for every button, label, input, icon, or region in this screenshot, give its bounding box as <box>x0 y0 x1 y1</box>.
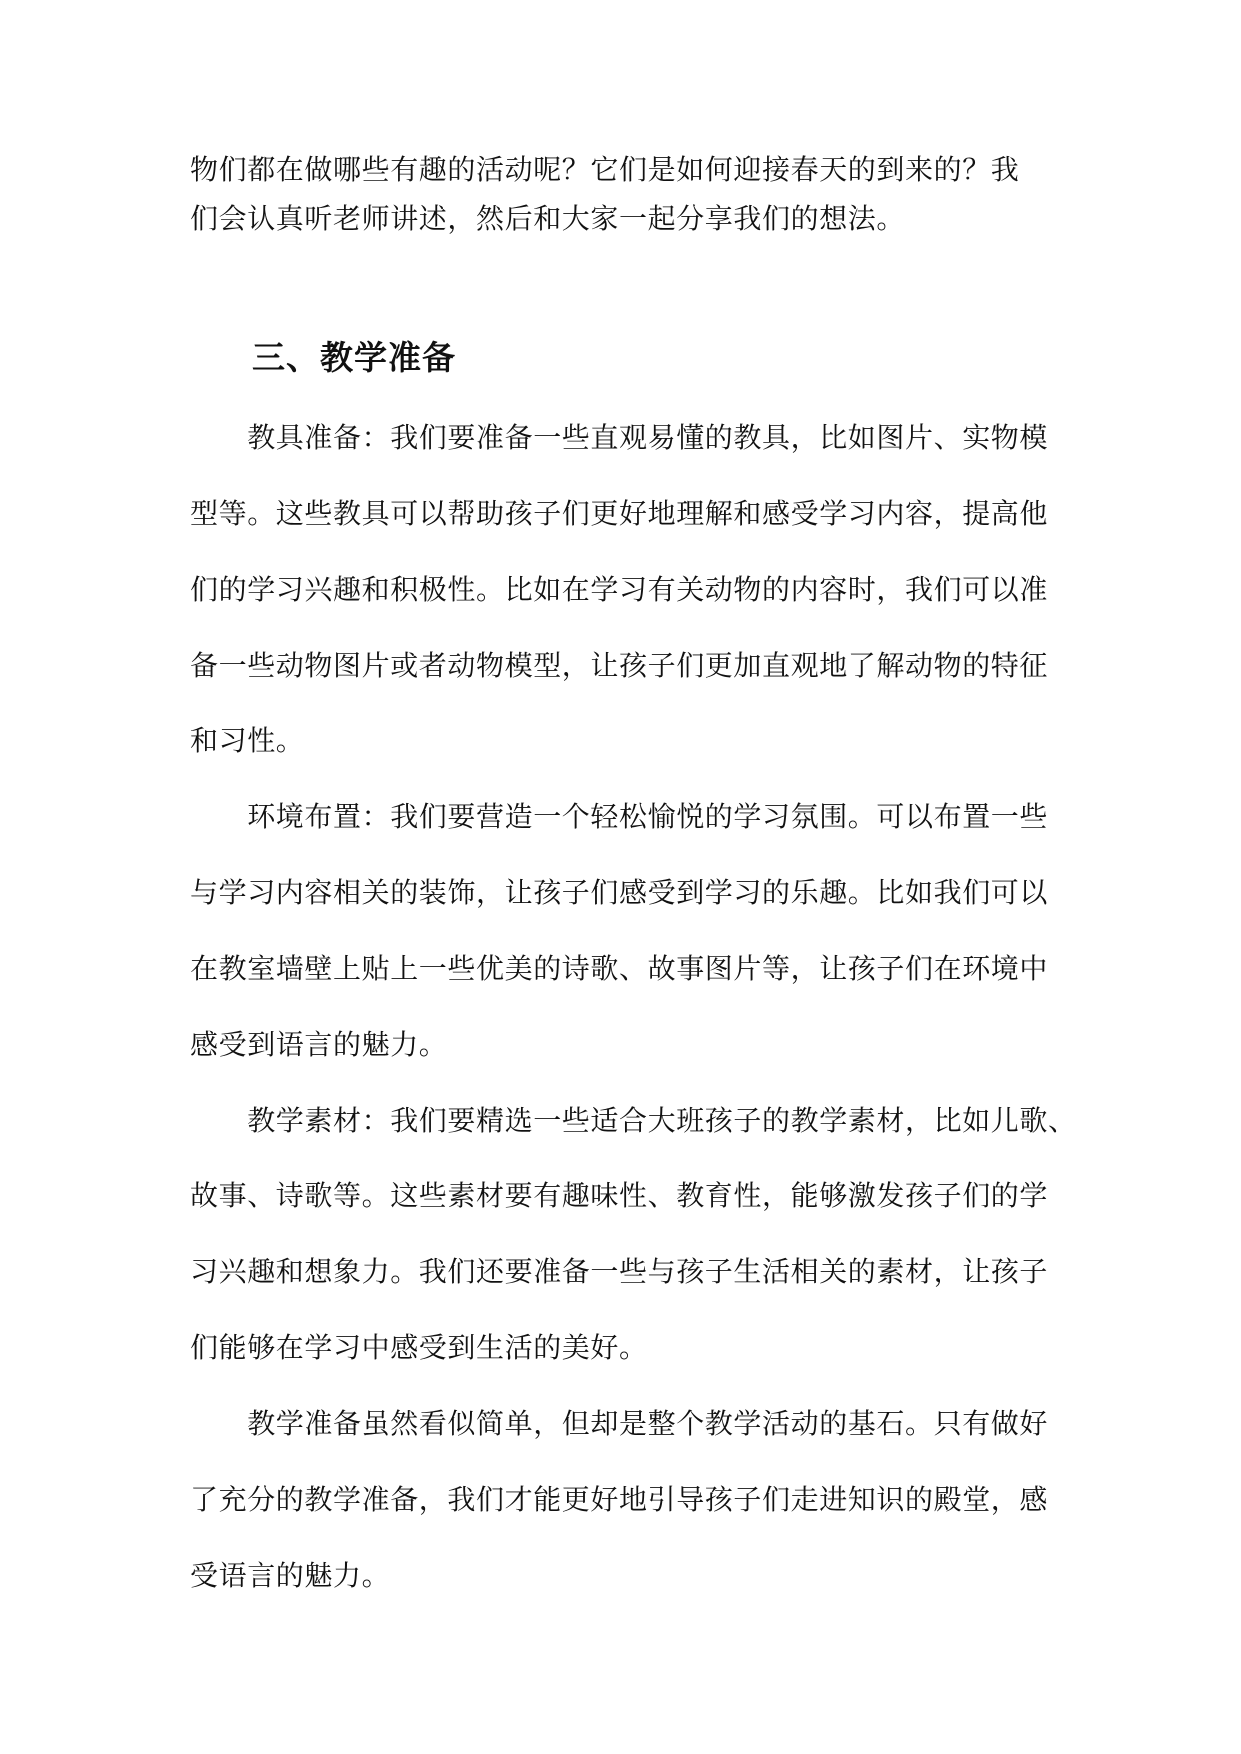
paragraph-line: 们能够在学习中感受到生活的美好。 <box>190 1331 648 1364</box>
paragraph-line: 们的学习兴趣和积极性。比如在学习有关动物的内容时，我们可以准 <box>190 573 1049 606</box>
intro-line: 们会认真听老师讲述，然后和大家一起分享我们的想法。 <box>190 202 906 235</box>
paragraph-line: 在教室墙壁上贴上一些优美的诗歌、故事图片等，让孩子们在环境中 <box>190 952 1049 985</box>
paragraph-line: 备一些动物图片或者动物模型，让孩子们更加直观地了解动物的特征 <box>190 649 1049 682</box>
paragraph-line: 教具准备：我们要准备一些直观易懂的教具，比如图片、实物模 <box>190 421 1049 454</box>
paragraph-line: 故事、诗歌等。这些素材要有趣味性、教育性，能够激发孩子们的学 <box>190 1179 1049 1212</box>
paragraph-line: 型等。这些教具可以帮助孩子们更好地理解和感受学习内容，提高他 <box>190 497 1049 530</box>
paragraph-line: 与学习内容相关的装饰，让孩子们感受到学习的乐趣。比如我们可以 <box>190 876 1049 909</box>
intro-line: 物们都在做哪些有趣的活动呢？它们是如何迎接春天的到来的？我 <box>190 153 1020 186</box>
paragraph-line: 感受到语言的魅力。 <box>190 1028 448 1061</box>
paragraph-line: 环境布置：我们要营造一个轻松愉悦的学习氛围。可以布置一些 <box>190 800 1049 833</box>
paragraph-line: 了充分的教学准备，我们才能更好地引导孩子们走进知识的殿堂，感 <box>190 1483 1049 1516</box>
paragraph-line: 和习性。 <box>190 724 305 757</box>
paragraph-line: 教学素材：我们要精选一些适合大班孩子的教学素材，比如儿歌、 <box>190 1104 1077 1137</box>
paragraph-line: 教学准备虽然看似简单，但却是整个教学活动的基石。只有做好 <box>190 1407 1049 1440</box>
section-heading: 三、教学准备 <box>252 338 456 377</box>
paragraph-line: 习兴趣和想象力。我们还要准备一些与孩子生活相关的素材，让孩子 <box>190 1255 1049 1288</box>
paragraph-line: 受语言的魅力。 <box>190 1559 391 1592</box>
